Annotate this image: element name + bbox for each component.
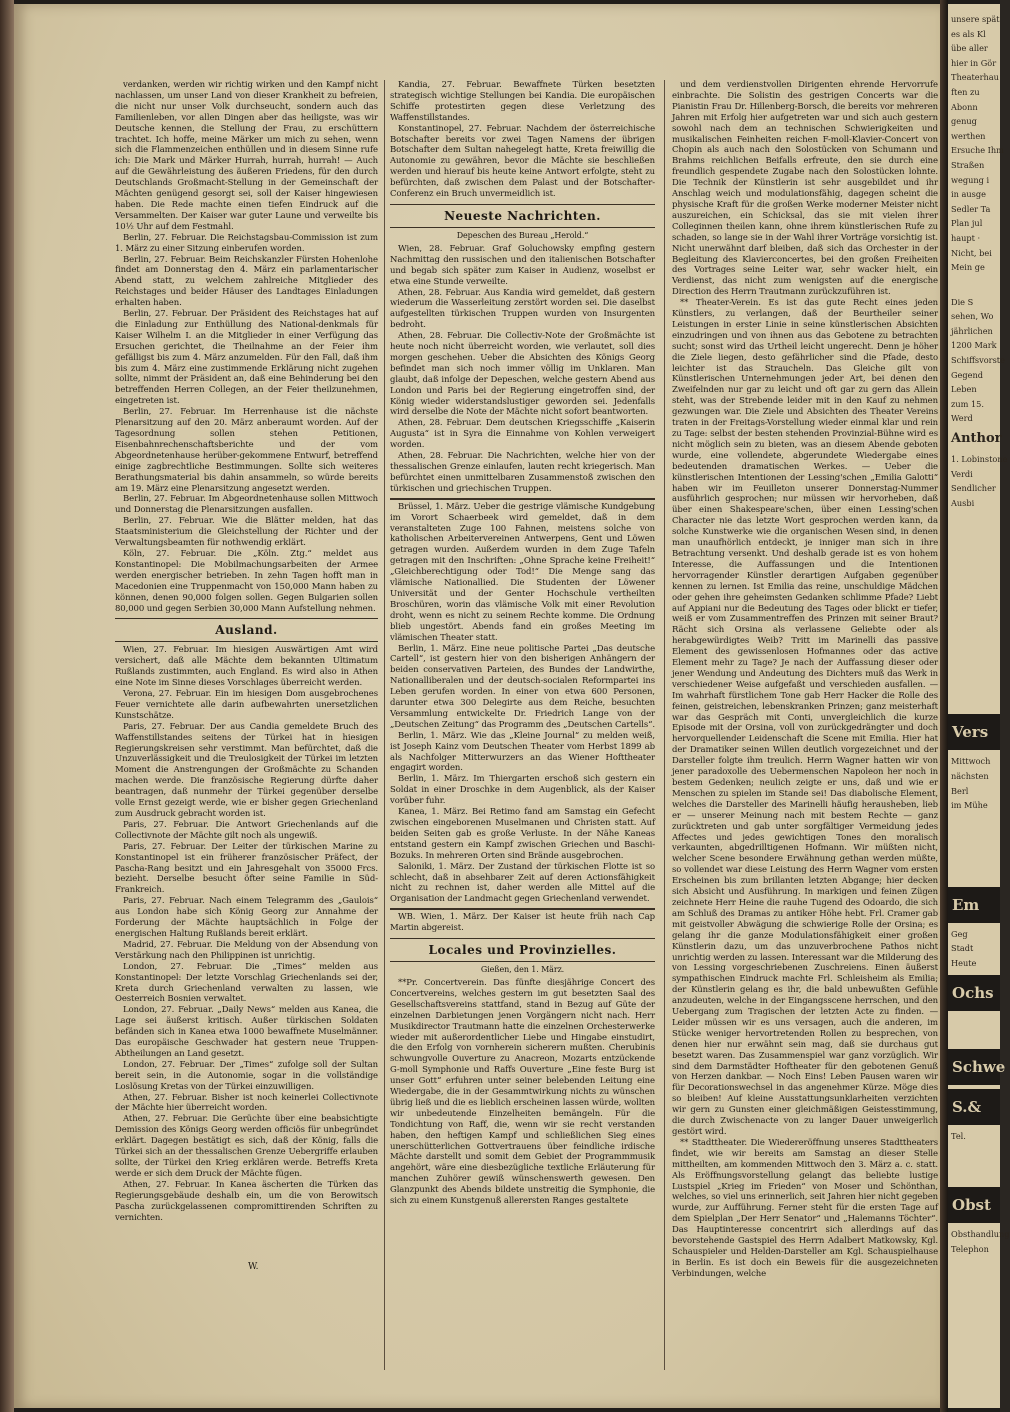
spacer xyxy=(948,510,1000,710)
page-fragment: Plan jul xyxy=(951,218,983,229)
page-fragment: Stadt xyxy=(951,943,974,954)
column-3 xyxy=(672,80,938,1370)
article-paragraph: Berlin, 1. März. Wie das „Kleine Journal“ zu melden weiß, ist Joseph Kainz vom Deutschen Theater vom Herbst 1899 ab als Nachfolger Mitterwurzers an das Wiener Hofttheater engagirt worden. xyxy=(390,730,655,774)
page-fragment: genug xyxy=(951,116,977,127)
column-rule-2 xyxy=(664,80,665,1370)
page-fragment: werthen xyxy=(951,130,986,141)
page-fragment: nächsten xyxy=(951,771,989,781)
article-paragraph: Berlin, 27. Februar. Im Abgeordnetenhause sollen Mittwoch und Donnerstag die Plenarsitzungen ausfallen. xyxy=(115,494,378,516)
page-fragment: Tel. xyxy=(951,1130,966,1141)
spacer xyxy=(948,1143,1000,1183)
page-fragment: Telephon xyxy=(951,1243,989,1254)
article-paragraph: Athen, 27. Februar. In Kanea äscherten die Türken das Regierungsgebäude deshalb ein, um die von Berowitsch Pascha zurückgelassenen compromittirenden Schriften zu vernichten. xyxy=(115,1179,378,1223)
page-fragment: Straßen xyxy=(951,159,985,170)
article-paragraph: verdanken, werden wir richtig wirken und den Kampf nicht nachlassen, um unser Land von dieser Krankheit zu befreien, die nicht nur unser Volk durchseucht, sondern auch das Familienleben, vor allen Dingen aber das heiligste, was wir Deutsche kennen, die Stellung der Frau, zu erschüttern trachtet. Ich hoffe, meine Märker um mich zu sehen, wenn sich die Flammenzeichen enthüllen und in diesem Sinne rufe ich: Die Mark und Märker Hurrah, hurrah, hurrah! — Auch auf die Gewährleistung des äußeren Friedens, für den durch Deutschlands Großmacht-Stellung in der Gemeinschaft der Mächten genügend gesorgt sei, soll der Kaiser hingewiesen haben. Die Rede machte einen tiefen Eindruck auf die Versammelten. Der Kaiser war guter Laune und verweilte bis 10½ Uhr auf dem Festmahl. xyxy=(115,80,378,232)
article-paragraph: Brüssel, 1. März. Ueber die gestrige vlämische Kundgebung im Vorort Schaerbeek wird gemeldet, daß in dem veranstalteten Zuge 100 Fahnen, meistens solche von katholischen Arbeitervereinen Antwerpens, Gent und Löwen getragen wurden. Außerdem wurden in dem Zuge Tafeln getragen mit den Inschriften: „Ohne Sprache keine Freiheit!“ „Gleichberechtigung oder Tod!“ Die Menge sang das vlämische Nationallied. Die Studenten der Löwener Universität und der Genter Hochschule vertheilten Broschüren, worin das vlämische Volk mit einer Revolution droht, wenn es nicht zu seinem Rechte komme. Die Ordnung blieb ungestört. Abends fand ein großes Meeting im vlämischen Theater statt. xyxy=(390,501,655,643)
page-mark: W. xyxy=(248,1262,259,1272)
section-heading-neueste-nachrichten: Neueste Nachrichten. xyxy=(390,204,655,228)
page-fragment: Heute xyxy=(951,957,977,968)
page-fragment: Mein ge xyxy=(951,262,985,273)
page-fragment: ften zu xyxy=(951,86,980,97)
article-paragraph: Berlin, 27. Februar. Im Herrenhause ist die nächste Plenarsitzung auf den 20. März anberaumt worden. Auf der Tagesordnung sollen stehen Petitionen, Eisenbahnrechenschaftsberichte und der vom Abgeordnetenhause herüber-gekommene Entwurf, betreffend einige zagbrechtliche Bestimmungen. Sollte sich weiteres Berathungsmaterial bis dahin ansammeln, so würde bereits am 19. März eine Plenarsitzung angesetzt werden. xyxy=(115,407,378,494)
section-heading-ausland: Ausland. xyxy=(115,618,378,642)
adjacent-page-strip xyxy=(948,4,1010,1408)
page-fragment: Theaterhau xyxy=(951,72,999,83)
page-fragment: Sedler Ta xyxy=(951,203,991,214)
page-fragment: im Mühe xyxy=(951,800,988,811)
page-fragment: Verdi xyxy=(951,468,973,479)
article-paragraph: und dem verdienstvollen Dirigenten ehrende Hervorrufe einbrachte. Die Solistin des gestrigen Concerts war die Pianistin Frau Dr. Hillenberg-Borsch, die bereits vor mehreren Jahren mit Erfolg hier aufgetreten war und sich auch gestern sowohl nach dem an technischen Schwierigkeiten und musikalischen Feinheiten reichen F-moll-Klavier-Concert von Chopin als auch nach den Solostücken von Schumann und Brahms reichlichen Beifalls erfreute, den sie durch eine freundlich gespendete Zugabe nach den Solostücken lohnte. Die Technik der Künstlerin ist sehr ausgebildet und ihr Anschlag weich und modulationsfähig, dagegen scheint die physische Kraft für die großen Werke moderner Meister nicht auszureichen, ein Schicksal, das sie mit vielen ihrer Colleginnen theilen kann, ohne ihrem künstlerischen Rufe zu schaden, so lange sie in der Wahl ihrer Vorträge vorsichtig ist. Nicht unerwähnt darf bleiben, daß sich das Orchester in der Begleitung des Klavierconcertes, bei den großen Freiheiten des Vortrages seine Leiter war, sehr wacker hielt, ein Verdienst, das nicht zum wenigsten auf die energische Direction des Herrn Trautmann zurückzuführen ist. xyxy=(672,80,938,298)
page-fragment: Schiffsvorste xyxy=(951,355,1005,366)
column-2 xyxy=(390,80,655,1370)
page-fragment: Leben xyxy=(951,384,977,395)
article-paragraph: WB. Wien, 1. März. Der Kaiser ist heute früh nach Cap Martin abgereist. xyxy=(390,912,655,934)
ad-block-dark: Obst xyxy=(948,1187,1000,1223)
article-paragraph: Berlin, 27. Februar. Der Präsident des Reichstages hat auf die Einladung zur Enthüllung des National-denkmals für Kaiser Wilhelm I. an die Mitglieder in einer Verfügung das Ersuchen gerichtet, die Theilnahme an der Feier ihm gefälligst bis zum 4. März anzumelden. Für den Fall, daß ihm bis zum 4. März eine zustimmende Erklärung nicht zugehen sollte, nimmt der Präsident an, daß eine Behinderung bei den betreffenden Herren Collegen, an der Feier theilzunehmen, eingetreten ist. xyxy=(115,309,378,407)
page-fragment: Ausbi xyxy=(951,497,975,508)
article-paragraph: Athen, 28. Februar. Die Collectiv-Note der Großmächte ist heute noch nicht überreicht worden, wie verlautet, soll dies morgen geschehen. Ueber die Absichten des Königs Georg befindet man sich noch immer völlig im Unklaren. Man glaubt, daß infolge der Depeschen, welche gestern Abend aus London und Paris bei der Regierung eingetroffen sind, der König wieder widerstandslustiger geworden sei. Jedenfalls wird derselbe die Note der Mächte nicht sofort beantworten. xyxy=(390,331,655,418)
page-fragment: wegung i xyxy=(951,174,990,185)
page-fragment: Die S xyxy=(951,296,974,307)
article-paragraph: Madrid, 27. Februar. Die Meldung von der Absendung von Verstärkung nach den Philippinen ist unrichtig. xyxy=(115,939,378,961)
article-paragraph: Wien, 28. Februar. Graf Goluchowsky empfing gestern Nachmittag den russischen und den italienischen Botschafter und begab sich später zum Kaiser in Audienz, woselbst er etwa eine Stunde verweilte. xyxy=(390,243,655,287)
spacer xyxy=(948,1015,1000,1045)
spacer xyxy=(948,813,1000,883)
spacer xyxy=(948,275,1000,295)
page-fragment: Sendlicher xyxy=(951,483,996,494)
page-fragment: haupt · xyxy=(951,232,981,243)
article-paragraph: Athen, 28. Februar. Dem deutschen Kriegsschiffe „Kaiserin Augusta“ ist in Syra die Einnahme von Kohlen verweigert worden. xyxy=(390,418,655,451)
article-paragraph: London, 27. Februar. „Daily News“ melden aus Kanea, die Lage sei äußerst kritisch. Außer türkischen Soldaten befänden sich in Kanea etwa 1000 bewaffnete Muselmänner. Das europäische Geschwader hat gestern neue Truppen-Abtheilungen an Land gesetzt. xyxy=(115,1005,378,1059)
article-paragraph: Athen, 27. Februar. Die Gerüchte über eine beabsichtigte Demission des Königs Georg werden officiös für unbegründet erklärt. Dagegen bestätigt es sich, daß der König, falls die Türkei sich an der thessalischen Grenze Uebergriffe erlauben sollte, der Türkei den Krieg erklären werde. Betreffs Kreta werde er sich dem Druck der Mächte fügen. xyxy=(115,1114,378,1179)
page-fragment: Abonn xyxy=(951,101,978,112)
ad-block-dark: Em xyxy=(948,887,1000,923)
column-rule-1 xyxy=(384,80,385,1370)
page-fragment: Mittwoch xyxy=(951,756,991,767)
page-fragment: zum 15. xyxy=(951,398,984,409)
page-fragment: 1. Lobinstone xyxy=(951,454,1008,465)
article-paragraph: Berlin, 27. Februar. Wie die Blätter melden, hat das Staatsministerium die Gleichstellung der Richter und der Verwaltungsbeamten für nothwendig erklärt. xyxy=(115,516,378,549)
article-paragraph: **Pr. Concertverein. Das fünfte diesjährige Concert des Concertvereins, welches gestern im gut besetzten Saal des Gesellschaftsvereins stattfand, stand in Bezug auf Güte der einzelnen Darbietungen jenen Vorgängern nicht nach. Herr Musikdirector Trautmann hatte die einzelnen Orchesterwerke wieder mit außerordentlicher Liebe und Hingabe einstudirt, die den Erfolg von vornherein sicherern mußten. Cherubinis schwungvolle Ouverture zu Anacreon, Mozarts entzückende G-moll Symphonie und Raffs Ouverture „Eine feste Burg ist unser Gott“ erfuhren unter seiner belebenden Leitung eine Wiedergabe, die in der Gesammtwirkung nichts zu wünschen übrig ließ und die es lieblich erscheinen lassen würde, wollten wir unbedeutende Einzelheiten bemängeln. Für die Tondichtung von Raff, die, wenn wir sie recht verstanden haben, den heftigen Kampf und schließlichen Sieg eines unerschütterlichen Gottvertrauens über feindliche irdische Mächte darstellt und somit dem Gebiet der Programmmusik angehört, wäre eine diesbezügliche textliche Erläuterung für manchen Zuhörer gewiß wünschenswerth gewesen. Den Glanzpunkt des Abends bildete unstreitig die Symphonie, die sich zu einem Kunstgenuß allerersten Ranges gestaltete xyxy=(390,977,655,1207)
article-paragraph: ** Stadttheater. Die Wiedereröffnung unseres Stadttheaters findet, wie wir bereits am Samstag an dieser Stelle mittheilten, am kommenden Mittwoch den 3. März a. c. statt. Als Eröffnungsvorstellung gelangt das beliebte lustige Lustspiel „Krieg im Frieden“ von Moser und Schönthan, welches, so viel uns erinnerlich, seit Jahren hier nicht gegeben wurde, zur Aufführung. Ferner steht für die ersten Tage auf dem Spielplan „Der Herr Senator“ und „Halemanns Töchter“. Das Hauptinteresse concentrirt sich allerdings auf das bevorstehende Gastspiel des Herrn Adalbert Matkowsky, Kgl. Schauspieler und Helden-Darsteller am Kgl. Schauspielhause in Berlin. Es ist doch ein Beweis für die ausgezeichneten Verbindungen, welche xyxy=(672,1137,938,1279)
page-fragment: Berl xyxy=(951,785,969,796)
page-fragment: Nicht, bei xyxy=(951,247,992,258)
article-paragraph: Berlin, 1. März. Eine neue politische Partei „Das deutsche Cartell“, ist gestern hier von den bisherigen Anhängern der beiden conservativen Parteien, des Bundes der Landwirthe, Nationalliberalen und der deutsch-socialen Reformpartei ins Leben gerufen worden. In einer von etwa 600 Personen, darunter etwa 300 Delegirte aus dem Reiche, besuchten Versammlung entwickelte Dr. Friedrich Lange von der „Deutschen Zeitung“ das Programm des „Deutschen Cartells“. xyxy=(390,643,655,730)
article-paragraph: Wien, 27. Februar. Im hiesigen Auswärtigen Amt wird versichert, daß alle Mächte dem bekannten Ultimatum Rußlands zustimmten, auch England. Es wird also in Athen eine Note im Sinne dieses Vorschlages überreicht werden. xyxy=(115,645,378,689)
article-paragraph: Konstantinopel, 27. Februar. Nachdem der österreichische Botschafter bereits vor zwei Tagen Namens der übrigen Botschafter dem Sultan nahegelegt hatte, Kreta freiwillig die Autonomie zu gewähren, bevor die Mächte sie beschließen werden und hierauf bis heute keine Antwort erfolgte, steht zu befürchten, daß zwischen dem Palast und der Botschafter-Conferenz ein Bruch unvermeidlich ist. xyxy=(390,123,655,200)
article-paragraph: Kandia, 27. Februar. Bewaffnete Türken besetzten strategisch wichtige Stellungen bei Kandia. Die europäischen Schiffe protestirten gegen diese Verletzung des Waffenstillstandes. xyxy=(390,80,655,123)
article-paragraph: Paris, 27. Februar. Die Antwort Griechenlands auf die Collectivnote der Mächte gilt noch als ungewiß. xyxy=(115,819,378,841)
book-binding-left xyxy=(0,0,14,1412)
page-fragment: Anthor xyxy=(951,431,1002,447)
ad-block-dark: S.& xyxy=(948,1089,1000,1125)
section-heading-locales: Locales und Provinzielles. xyxy=(390,938,655,962)
section-subheading: Depeschen des Bureau „Herold.“ xyxy=(456,230,589,240)
page-fragment: 1200 Mark xyxy=(951,340,997,351)
column-1 xyxy=(115,80,378,1370)
article-paragraph: Berlin, 27. Februar. Beim Reichskanzler Fürsten Hohenlohe findet am Donnerstag den 4. März ein parlamentarischer Abend statt, zu welchem zahlreiche Mitglieder des Reichstages und beider Häuser des Landtages Einladungen erhalten haben. xyxy=(115,254,378,309)
page-fragment: Geg xyxy=(951,928,968,939)
spacer xyxy=(948,4,1000,12)
page-fragment: es als Kl xyxy=(951,28,986,39)
page-fragment: unsere spät xyxy=(951,14,1000,24)
ad-block-dark: Schwe xyxy=(948,1049,1000,1085)
article-paragraph: ** Theater-Verein. Es ist das gute Recht eines jeden Künstlers, zu verlangen, daß der Beurtheiler seiner Leistungen in erster Linie in seine künstlerischen Absichten einzudringen und von ihnen aus das Gebotene zu betrachten sucht; sonst wird das Urtheil leicht ungerecht. Denn je höher die Ziele liegen, desto gefährlicher sind die Pfade, desto leichter ist das Straucheln. Das Gleiche gilt von Künstlerischen Unternehmungen jeder Art, bei denen den Zweifelnden nur gar zu leicht und oft gar zu gern das Allein steht, was der Strebende leider mit in den Kauf zu nehmen gezwungen war. Die Ziele und Absichten des Theater Vereins traten in der Freitags-Vorstellung wieder einmal klar und rein zu Tage: selbst der besten stehenden Provinzial-Bühne wird es nicht möglich sein zu bieten, was an diesem Abende geboten wurde, eine vollendete, abgerundete Wiedergabe eines bedeutenden dramatischen Werkes. — Ueber die künstlerischen Intentionen der Lessing'schen „Emilia Galotti“ haben wir im Feuilleton unserer Donnerstag-Nummer ausführlich gesprochen; nur müssen wir hervorheben, daß über einen Shakespeare'schen, über einen Lessing'schen Character nie das letzte Wort gesprochen werden kann, da solche Kunstwerke wie die organischen Wesen sind, in denen man unaufhörlich entdeckt, je inniger man sich in ihre Betrachtung versenkt. Und deshalb gerade ist es von hohem Interesse, die Auffassungen und die Intentionen hervorragender Künstler derartigen Aufgaben gegenüber kennen zu lernen. Ist Emilia das reine, unschuldige Mädchen oder gehen ihre geheimsten Gedanken schlimme Pfade? Liebt auf Appiani nur die Bedeutung des Tages oder blickt er tiefer, weiß er vom Zusammentreffen des Prinzen mit seiner Braut? Rächt sich Orsina als verlassene Geliebte oder als herabgewürdigtes Weib? Tritt im Marinelli das passive Element des gewissenlosen Hofmannes oder das active Element mehr zu Tage? Je nach der Auffassung dieser oder jener Wendung und Andeutung des Dichters muß das Werk in verschiedener Weise aufgefaßt und verschieden ausfallen. — Im wahrhaft fürstlichem Tone gab Herr Hacker die Rolle des feinen, geistreichen, lebenskranken Prinzen; ganz meisterhaft war das Gespräch mit Conti, unvergleichlich die kurze Episode mit der Orsina, voll von zurückgedrängter und doch hervorquellender Leidenschaft die Scene mit Emilia. Hier hat der Dramatiker seinen Willen deutlich vorgezeichnet und der Darsteller folgte ihm treulich. Herrn Wagner hatten wir von jener paradoxolle des Uebermenschen Napoleon her noch in bestem Gedenken; neulich zeigte er uns, daß und wie er Menschen zu spielen im Stande sei! Das diabolische Element, welches die Darsteller des Marinelli häufig herausheben, lieb er — unserer Meinung nach mit bestem Rechte — ganz zurücktreten und gab unter sorgfältiger Vermeidung jedes Affectes und jedes gewichtigen Tones den moralisch verkaunten, abgedrilltigenen Hofmann. Wir müßten nicht, welcher Scene besondere Erwähnung gethan werden müßte, so vollendet war diese Leistung des Herrn Wagner vom ersten Erscheinen bis zum brillanten letzten Abgange; hier decken sich Absicht und Ausführung. In markigen und feinen Zügen zeichnete Herr Heine die rauhe Tugend des Odoardo, die sich am Schluß des Dramas zu antiker Höhe hebt. Frl. Cramer gab mit geistvoller Abwägung die schwierige Rolle der Orsina; es gelang ihr die ganze Modulationsfähigkeit einer großen Künstlerin dazu, um das unzuverbrochene Pathos nicht unrichtig werden zu lassen. Interessant war die Milderung des von Lessing vorgeschriebenen Zuschreiens. Einen äußerst sympathischen Eindruck machte Frl. Schleisheim als Emilia; der Künstlerin gelang es ihr, die bald unbewußten Gefühle anzudeuten, welche in der Eingangsscene herrschen, und den Uebergang zum Tragischen der letzten Acte zu finden. — Leider müssen wir es uns versagen, auch die anderen, im Stücke weniger hervortretenden Rollen zu besprechen, von denen hier nur erwähnt sein mag, daß sie durchaus gut besetzt waren. Das Zusammenspiel war ganz vorzüglich. Wir sind dem Darmstädter Hoftheater für den gebotenen Genuß von Herzen dankbar. — Noch Eins! Leben Pausen waren wir für Decorationswechsel in das angenehmer Kürze. Möge dies so bleiben! Auf kleine Ausstattungsunklarheiten verzichten wir gern zu Gunsten einer gleichmäßigen Geistesstimmung, die durch Zwischenacte von zu langer Dauer unweigerlich gestört wird. xyxy=(672,298,938,1137)
page-fragment: hier in Gör xyxy=(951,57,997,68)
article-paragraph: Paris, 27. Februar. Nach einem Telegramm des „Gaulois“ aus London habe sich König Georg zur Annahme der Forderung der Mächte hauptsächlich in Folge der energischen Haltung Rußlands bereit erklärt. xyxy=(115,896,378,939)
page-fragment: jährlichen xyxy=(951,325,993,336)
page-fragment: in ausge xyxy=(951,189,986,200)
dateline: Gießen, den 1. März. xyxy=(480,965,565,975)
ad-block-dark: Vers xyxy=(948,714,1000,750)
book-gutter xyxy=(940,0,948,1412)
article-paragraph: Paris, 27. Februar. Der Leiter der türkischen Marine zu Konstantinopel ist ein früherer französischer Präfect, der Pascha-Rang besitzt und ein Jahresgehalt von 35000 Frcs. bezieht. Derselbe besucht öfter seine Familie in Süd-Frankreich. xyxy=(115,841,378,896)
page-fragment: sehen, Wo xyxy=(951,311,994,322)
article-paragraph: Kanea, 1. März. Bei Retimo fand am Samstag ein Gefecht zwischen eingeborenen Muselmanen und Christen statt. Auf beiden Seiten gab es große Verluste. In der Nähe Kaneas entstand gestern ein Kampf zwischen Griechen und Baschi-Bozuks. In mehreren Orten sind Brände ausgebrochen. xyxy=(390,807,655,861)
article-paragraph: Berlin, 27. Februar. Die Reichstagsbau-Commission ist zum 1. März zu einer Sitzung einberufen worden. xyxy=(115,232,378,254)
page-fragment: Obsthandlung xyxy=(951,1229,1010,1240)
article-paragraph: Athen, 28. Februar. Die Nachrichten, welche hier von der thessalischen Grenze einlaufen, lauten recht kriegerisch. Man befürchtet einen unmittelbaren Zusammenstoß zwischen den türkischen und griechischen Truppen. xyxy=(390,451,655,494)
page-fragment: Werd xyxy=(951,413,973,424)
page-fragment: übe aller xyxy=(951,43,988,54)
article-paragraph: London, 27. Februar. Der „Times“ zufolge soll der Sultan bereit sein, in die Autonomie, sogar in die vollständige Loslösung Kretas von der Türkei einzuwilligen. xyxy=(115,1059,378,1092)
page-fragment: Ersuche Ihm xyxy=(951,145,1004,156)
page-fragment: Gegend xyxy=(951,369,983,380)
article-paragraph: Athen, 27. Februar. Bisher ist noch keinerlei Collectivnote der Mächte hier überreicht worden. xyxy=(115,1092,378,1114)
article-paragraph: Athen, 28. Februar. Aus Kandia wird gemeldet, daß gestern wiederum die Wasserleitung zerstört worden sei. Die daselbst aufgestellten türkischen Truppen wurden von Insurgenten bedroht. xyxy=(390,287,655,331)
article-paragraph: Verona, 27. Februar. Ein im hiesigen Dom ausgebrochenes Feuer vernichtete alle darin aufbewahrten unersetzlichen Kunstschätze. xyxy=(115,689,378,721)
ad-block-dark: Ochs xyxy=(948,975,1000,1011)
article-paragraph: Köln, 27. Februar. Die „Köln. Ztg.“ meldet aus Konstantinopel: Die Mobilmachungsarbeiten der Armee werden energischer betrieben. In zehn Tagen hofft man in Macedonien eine Truppenmacht von 150,000 Mann haben zu können, denen 90,000 folgen sollen. Gegen Bulgarien sollen 80,000 und gegen Serbien 30,000 Mann Aufstellung nehmen. xyxy=(115,548,378,614)
article-paragraph: Paris, 27. Februar. Der aus Candia gemeldete Bruch des Waffenstillstandes seitens der Türkei hat in hiesigen Regierungskreisen sehr verstimmt. Man befürchtet, daß die Unzuverlässigkeit und die Treulosigkeit der Türkei im letzten Moment die Anstrengungen der Großmächte zu Schanden machen werde. Die französische Regierung dürfte daher beantragen, daß nunmehr der Türkei gegenüber derselbe volle Ernst gezeigt werde, wie er bisher gegen Griechenland zum Ausdruck gebracht worden ist. xyxy=(115,721,378,819)
article-paragraph: Saloniki, 1. März. Der Zustand der türkischen Flotte ist so schlecht, daß in absehbarer Zeit auf deren Actionsfähigkeit nicht zu rechnen ist, daher werden alle Mittel auf die Organisation der Landmacht gegen Griechenland verwendet. xyxy=(390,861,655,905)
article-paragraph: Berlin, 1. März. Im Thiergarten erschoß sich gestern ein Soldat in einer Droschke in dem Augenblick, als der Kaiser vorüber fuhr. xyxy=(390,774,655,807)
article-paragraph: London, 27. Februar. Die „Times“ melden aus Konstantinopel: Der letzte Vorschlag Griechenlands sei der, Kreta durch Griechenland verwalten zu lassen, wie Oesterreich Bosnien verwaltet. xyxy=(115,961,378,1005)
